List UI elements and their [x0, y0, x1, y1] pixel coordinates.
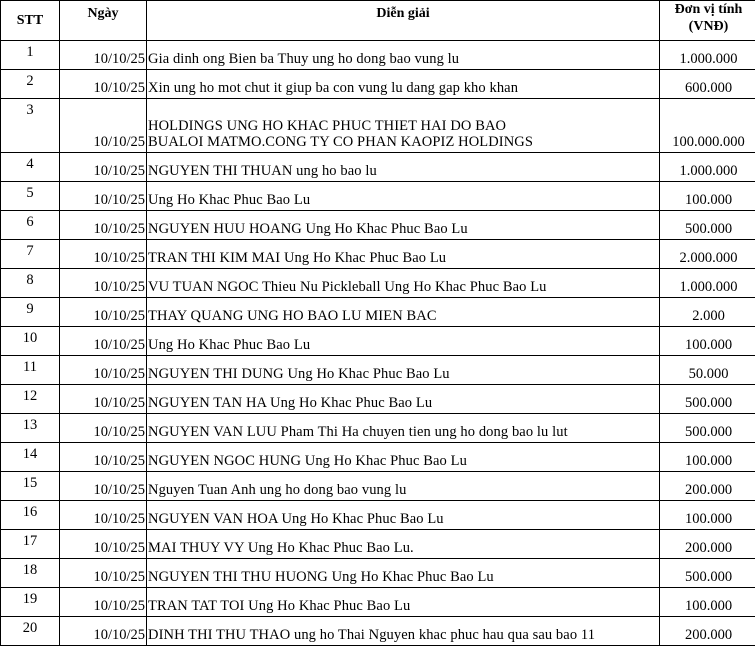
row-description-line: NGUYEN VAN LUU Pham Thi Ha chuyen tien ung ho dong bao lu lut — [148, 424, 659, 440]
table-body — [1, 41, 755, 646]
row-amount: 100.000 — [660, 501, 755, 530]
row-description — [147, 70, 660, 99]
row-date: 10/10/25 — [60, 501, 147, 530]
row-date: 10/10/25 — [60, 443, 147, 472]
row-description-line: MAI THUY VY Ung Ho Khac Phuc Bao Lu. — [148, 540, 659, 556]
row-description-line: VU TUAN NGOC Thieu Nu Pickleball Ung Ho Khac Phuc Bao Lu — [148, 279, 659, 295]
row-date: 10/10/25 — [60, 99, 147, 153]
row-date: 10/10/25 — [60, 356, 147, 385]
row-amount: 500.000 — [660, 385, 755, 414]
table-row — [1, 240, 755, 269]
row-description-line: THAY QUANG UNG HO BAO LU MIEN BAC — [148, 308, 659, 324]
row-description-line: Nguyen Tuan Anh ung ho dong bao vung lu — [148, 482, 659, 498]
row-description-line: Gia dinh ong Bien ba Thuy ung ho dong bao vung lu — [148, 51, 659, 67]
table-row — [1, 327, 755, 356]
row-date: 10/10/25 — [60, 472, 147, 501]
row-description — [147, 153, 660, 182]
row-amount: 200.000 — [660, 472, 755, 501]
row-description — [147, 240, 660, 269]
row-amount: 100.000 — [660, 327, 755, 356]
table-row — [1, 559, 755, 588]
row-stt: 12 — [1, 385, 60, 414]
row-stt: 19 — [1, 588, 60, 617]
table-row — [1, 414, 755, 443]
row-description — [147, 356, 660, 385]
row-description — [147, 298, 660, 327]
table-row — [1, 617, 755, 646]
row-description-line: Ung Ho Khac Phuc Bao Lu — [148, 192, 659, 208]
row-description-line: NGUYEN THI DUNG Ung Ho Khac Phuc Bao Lu — [148, 366, 659, 382]
row-description — [147, 327, 660, 356]
header-row — [1, 1, 755, 41]
row-stt: 17 — [1, 530, 60, 559]
row-amount: 200.000 — [660, 617, 755, 646]
row-date: 10/10/25 — [60, 182, 147, 211]
row-date: 10/10/25 — [60, 588, 147, 617]
row-amount: 50.000 — [660, 356, 755, 385]
row-description-line: BUALOI MATMO.CONG TY CO PHAN KAOPIZ HOLDINGS — [148, 134, 659, 150]
row-description-line: NGUYEN THI THUAN ung ho bao lu — [148, 163, 659, 179]
row-amount: 1.000.000 — [660, 269, 755, 298]
row-stt: 7 — [1, 240, 60, 269]
row-amount: 500.000 — [660, 414, 755, 443]
row-stt: 15 — [1, 472, 60, 501]
row-amount: 500.000 — [660, 211, 755, 240]
row-description-line: Xin ung ho mot chut it giup ba con vung lu dang gap kho khan — [148, 80, 659, 96]
header-unit-line1: Đơn vị tính — [660, 1, 755, 18]
table-row — [1, 588, 755, 617]
row-amount: 100.000 — [660, 182, 755, 211]
row-date: 10/10/25 — [60, 240, 147, 269]
row-description-line: NGUYEN THI THU HUONG Ung Ho Khac Phuc Bao Lu — [148, 569, 659, 585]
row-description — [147, 530, 660, 559]
row-description — [147, 559, 660, 588]
table-row — [1, 211, 755, 240]
row-stt: 18 — [1, 559, 60, 588]
row-amount: 2.000.000 — [660, 240, 755, 269]
row-description-line: NGUYEN TAN HA Ung Ho Khac Phuc Bao Lu — [148, 395, 659, 411]
row-amount: 600.000 — [660, 70, 755, 99]
row-stt: 16 — [1, 501, 60, 530]
table-row — [1, 530, 755, 559]
table-header — [1, 1, 755, 41]
row-date: 10/10/25 — [60, 41, 147, 70]
row-description — [147, 182, 660, 211]
row-description-line: TRAN THI KIM MAI Ung Ho Khac Phuc Bao Lu — [148, 250, 659, 266]
table-row — [1, 182, 755, 211]
row-amount: 1.000.000 — [660, 41, 755, 70]
row-description-line: NGUYEN HUU HOANG Ung Ho Khac Phuc Bao Lu — [148, 221, 659, 237]
row-date: 10/10/25 — [60, 530, 147, 559]
header-unit — [660, 1, 755, 41]
row-description — [147, 414, 660, 443]
row-date: 10/10/25 — [60, 617, 147, 646]
row-description — [147, 617, 660, 646]
row-date: 10/10/25 — [60, 385, 147, 414]
row-date: 10/10/25 — [60, 298, 147, 327]
row-amount: 100.000 — [660, 588, 755, 617]
row-description — [147, 211, 660, 240]
row-date: 10/10/25 — [60, 211, 147, 240]
row-description-line: DINH THI THU THAO ung ho Thai Nguyen khac phuc hau qua sau bao 11 — [148, 627, 659, 643]
row-description-line: NGUYEN VAN HOA Ung Ho Khac Phuc Bao Lu — [148, 511, 659, 527]
row-date: 10/10/25 — [60, 559, 147, 588]
table-row — [1, 298, 755, 327]
row-amount: 100.000 — [660, 443, 755, 472]
row-stt: 2 — [1, 70, 60, 99]
row-stt: 4 — [1, 153, 60, 182]
row-stt: 3 — [1, 99, 60, 153]
row-stt: 11 — [1, 356, 60, 385]
header-description: Diễn giải — [147, 1, 660, 41]
row-description — [147, 385, 660, 414]
row-stt: 6 — [1, 211, 60, 240]
row-date: 10/10/25 — [60, 269, 147, 298]
table-row — [1, 443, 755, 472]
row-description-line: HOLDINGS UNG HO KHAC PHUC THIET HAI DO BAO — [148, 118, 659, 134]
table-row — [1, 385, 755, 414]
row-description — [147, 472, 660, 501]
table-row — [1, 501, 755, 530]
row-stt: 14 — [1, 443, 60, 472]
row-amount: 2.000 — [660, 298, 755, 327]
row-description — [147, 443, 660, 472]
row-stt: 5 — [1, 182, 60, 211]
row-date: 10/10/25 — [60, 327, 147, 356]
row-stt: 1 — [1, 41, 60, 70]
row-description — [147, 588, 660, 617]
row-date: 10/10/25 — [60, 70, 147, 99]
table-row — [1, 472, 755, 501]
row-description — [147, 41, 660, 70]
row-amount: 500.000 — [660, 559, 755, 588]
header-date: Ngày — [60, 1, 147, 41]
row-stt: 9 — [1, 298, 60, 327]
row-stt: 10 — [1, 327, 60, 356]
row-description — [147, 99, 660, 153]
row-date: 10/10/25 — [60, 153, 147, 182]
row-stt: 20 — [1, 617, 60, 646]
row-date: 10/10/25 — [60, 414, 147, 443]
table-row — [1, 269, 755, 298]
row-description-line: Ung Ho Khac Phuc Bao Lu — [148, 337, 659, 353]
row-stt: 13 — [1, 414, 60, 443]
table-row — [1, 70, 755, 99]
header-unit-line2: (VNĐ) — [660, 18, 755, 35]
row-description — [147, 501, 660, 530]
table-row — [1, 153, 755, 182]
table-row — [1, 356, 755, 385]
row-description — [147, 269, 660, 298]
row-amount: 200.000 — [660, 530, 755, 559]
table-row — [1, 41, 755, 70]
table-row — [1, 99, 755, 153]
row-amount: 100.000.000 — [660, 99, 755, 153]
row-description-line: TRAN TAT TOI Ung Ho Khac Phuc Bao Lu — [148, 598, 659, 614]
row-amount: 1.000.000 — [660, 153, 755, 182]
header-stt: STT — [1, 1, 60, 41]
row-stt: 8 — [1, 269, 60, 298]
row-description-line: NGUYEN NGOC HUNG Ung Ho Khac Phuc Bao Lu — [148, 453, 659, 469]
